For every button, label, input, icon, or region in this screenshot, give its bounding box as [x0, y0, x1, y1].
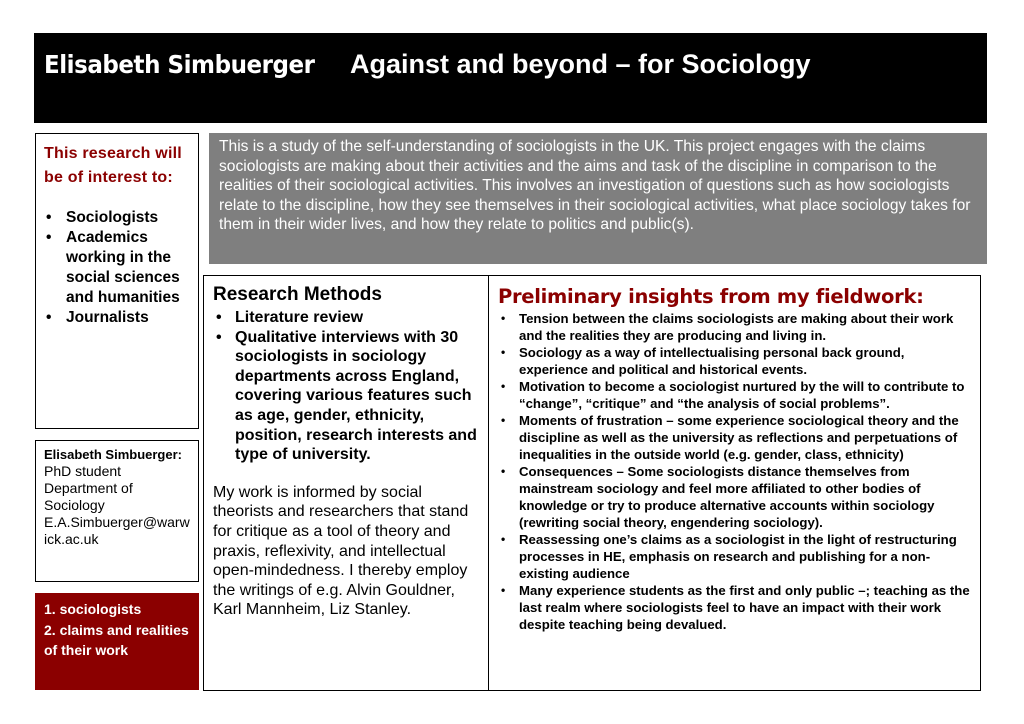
contact-email: E.A.Simbuerger@warwick.ac.uk [44, 514, 190, 547]
insights-panel [488, 275, 981, 691]
poster-title: Against and beyond – for Sociology [350, 49, 811, 79]
methods-panel [203, 275, 489, 691]
key-point: 1. sociologists [44, 601, 142, 617]
key-points-panel [35, 593, 199, 690]
author-name: Elisabeth Simbuerger [44, 50, 315, 79]
methods-paragraph: My work is informed by social theorists and researchers that stand for critique as a tool of theory and praxis, reflexivity, and intellectual open-mindedness. I thereby employ the writings of e.g. Alvin Gouldner, Karl Mannheim, Liz Stanley. [213, 483, 469, 619]
methods-list [213, 308, 479, 465]
list-item: • Academics working in the social sciences and humanities [66, 228, 190, 308]
list-item: • Sociologists [66, 208, 190, 228]
list-item: • Consequences – Some sociologists distance themselves from mainstream sociology and feel more affiliated to other bodies of knowledge or try to produce alternative accounts within sociology (rewriting social theory, engendering sociology). [519, 463, 971, 531]
contact-panel [35, 440, 199, 582]
insights-list [498, 310, 971, 633]
interest-heading: This research will be of interest to: [44, 145, 182, 186]
contact-name: Elisabeth Simbuerger: [44, 447, 182, 462]
insights-heading: Preliminary insights from my fieldwork: [498, 285, 924, 308]
methods-heading: Research Methods [213, 284, 382, 305]
contact-role: PhD student [44, 463, 122, 479]
list-item: • Tension between the claims sociologists are making about their work and the realities they are producing and living in. [519, 310, 971, 344]
summary-text: This is a study of the self-understanding of sociologists in the UK. This project engages with the claims sociologists are making about their activities and the aims and task of the discipline in comparison to the realities of their sociological activities. This involves an investigation of questions such as how sociologists relate to the discipline, how they see themselves in their sociological activities, what place sociology takes for them in their wider lives, and how they relate to politics and public(s). [219, 138, 971, 233]
list-item: • Qualitative interviews with 30 sociologists in sociology departments across England, covering various features such as age, gender, ethnicity, position, research interests and type of university. [235, 328, 479, 465]
summary-panel [209, 133, 987, 264]
list-item: • Many experience students as the first and only public –; teaching as the last realm where sociologists feel to have an impact with their work despite teaching being devalued. [519, 582, 971, 633]
list-item: • Literature review [235, 308, 479, 328]
list-item: • Motivation to become a sociologist nurtured by the will to contribute to “change”, “critique” and “the analysis of social problems”. [519, 378, 971, 412]
list-item: • Moments of frustration – some experience sociological theory and the discipline as well as the university as reflections and perpetuations of inequalities in the outside world (e.g. gender, class, ethnicity) [519, 412, 971, 463]
key-point: 2. claims and realities of their work [44, 621, 189, 658]
interest-list [44, 208, 190, 328]
contact-department: Department of Sociology [44, 480, 133, 513]
interest-panel [35, 133, 199, 429]
list-item: • Sociology as a way of intellectualising personal back ground, experience and political and historical events. [519, 344, 971, 378]
header-banner [34, 33, 987, 123]
list-item: • Reassessing one’s claims as a sociologist in the light of restructuring processes in HE, emphasis on research and publishing for a non-existing audience [519, 531, 971, 582]
list-item: • Journalists [66, 308, 190, 328]
